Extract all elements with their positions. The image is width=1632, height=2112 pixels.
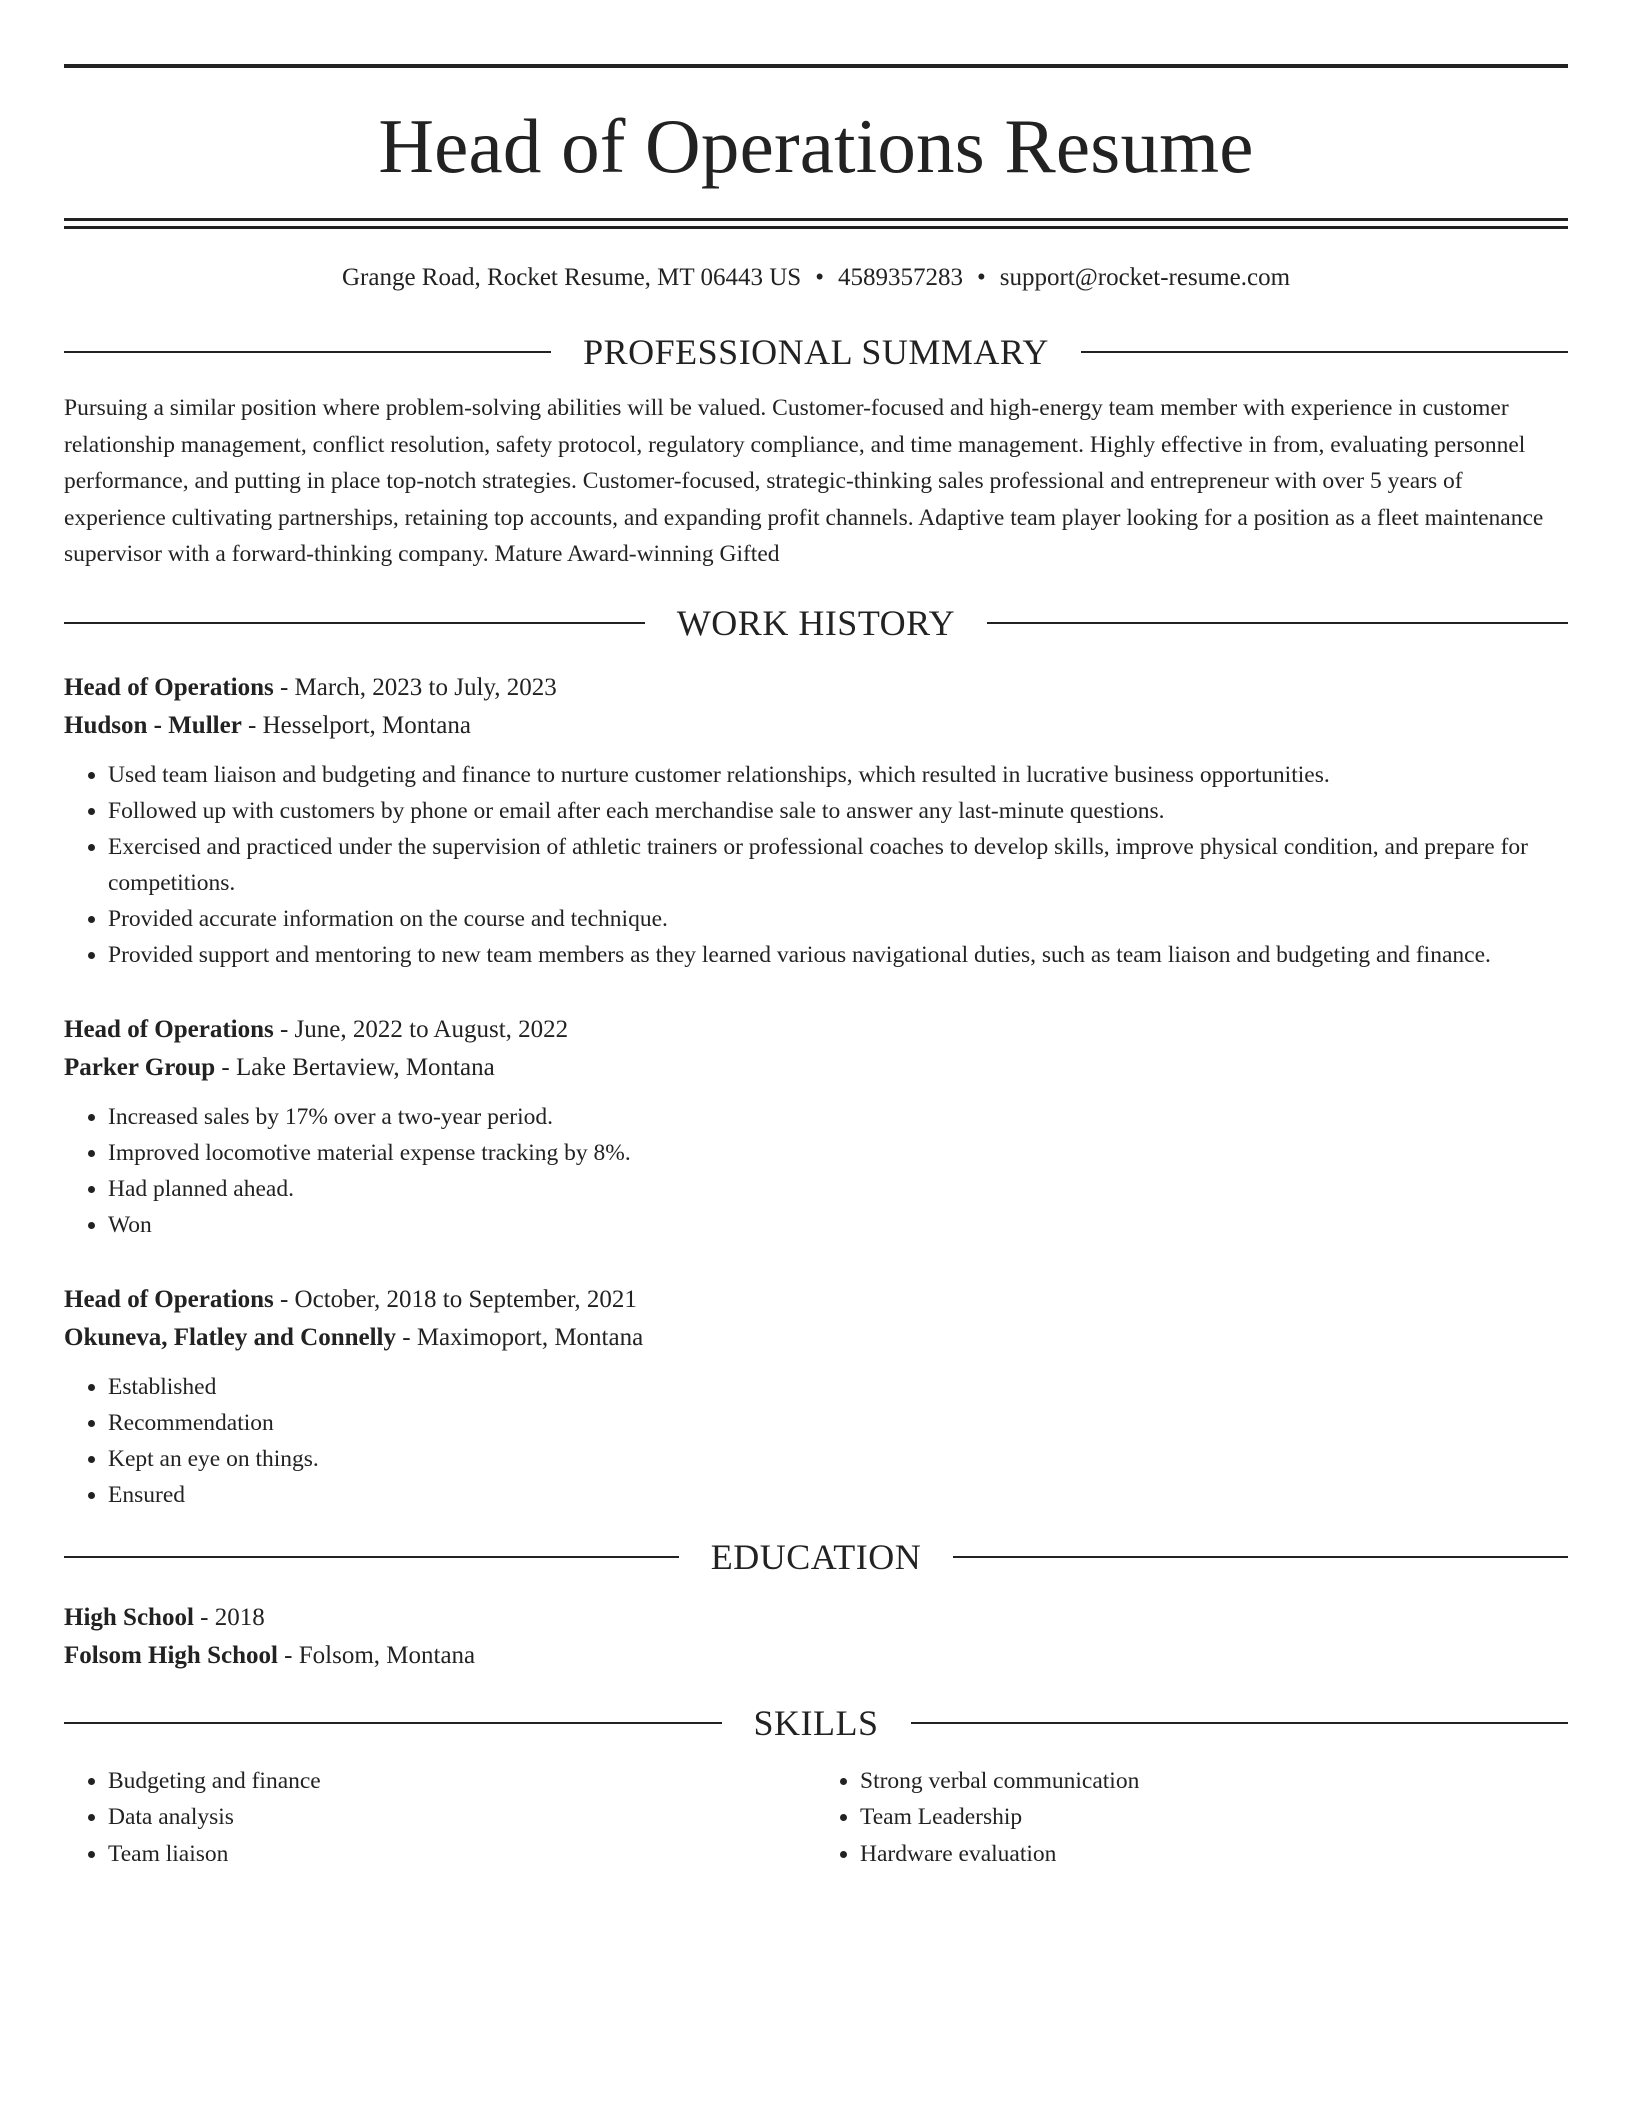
- heading-rule-left: [64, 622, 645, 624]
- job-title: Head of Operations: [64, 1015, 274, 1043]
- job-dates: - March, 2023 to July, 2023: [273, 673, 557, 701]
- education-degree: High School: [64, 1603, 194, 1631]
- heading-rule-right: [953, 1556, 1568, 1558]
- job-bullet: • Ensured: [108, 1477, 1568, 1513]
- skill-item: • Team Leadership: [860, 1799, 1568, 1836]
- job-company: Parker Group: [64, 1053, 216, 1081]
- section-heading-label: EDUCATION: [710, 1536, 922, 1577]
- title-double-rule: [64, 218, 1568, 229]
- skills-list-right: [816, 1763, 1568, 1873]
- job-entry: [64, 669, 1568, 973]
- job-entry: [64, 1281, 1568, 1513]
- job-title-line: [64, 1011, 1568, 1049]
- heading-rule-right: [987, 622, 1568, 624]
- job-dates: - October, 2018 to September, 2021: [273, 1285, 637, 1313]
- skills-columns: [64, 1763, 1568, 1873]
- education-location: - Folsom, Montana: [277, 1641, 476, 1669]
- contact-separator: •: [976, 264, 986, 291]
- job-bullet: • Recommendation: [108, 1405, 1568, 1441]
- skill-item: • Data analysis: [108, 1799, 816, 1836]
- job-bullet-list: [64, 1369, 1568, 1513]
- education-year: - 2018: [193, 1603, 265, 1631]
- heading-rule-left: [64, 1556, 679, 1558]
- section-heading-label: SKILLS: [753, 1702, 879, 1743]
- education-school: Folsom High School: [64, 1641, 278, 1669]
- job-company-line: [64, 707, 1568, 745]
- job-dates: - June, 2022 to August, 2022: [273, 1015, 569, 1043]
- contact-email: support@rocket-resume.com: [999, 264, 1291, 291]
- contact-address: Grange Road, Rocket Resume, MT 06443 US: [341, 264, 802, 291]
- contact-line: [64, 262, 1568, 294]
- job-bullet: • Exercised and practiced under the supervision of athletic trainers or professional coaches to develop skills, improve physical condition, and prepare for competitions.: [108, 829, 1568, 901]
- page-title: Head of Operations Resume: [378, 103, 1254, 189]
- contact-phone: 4589357283: [837, 264, 963, 291]
- section-heading-label: WORK HISTORY: [676, 602, 956, 643]
- job-location: - Hesselport, Montana: [241, 711, 471, 739]
- job-bullet: • Provided accurate information on the course and technique.: [108, 901, 1568, 937]
- skills-list-left: [64, 1763, 816, 1873]
- heading-rule-right: [911, 1722, 1569, 1724]
- contact-separator: •: [815, 264, 824, 291]
- skill-item: • Hardware evaluation: [860, 1836, 1568, 1873]
- job-entry: [64, 1011, 1568, 1243]
- job-company-line: [64, 1319, 1568, 1357]
- section-heading-work-history: [64, 603, 1568, 643]
- section-heading-label: PROFESSIONAL SUMMARY: [583, 332, 1049, 372]
- skill-item: • Team liaison: [108, 1836, 816, 1873]
- section-heading-skills: [64, 1703, 1568, 1743]
- summary-text: Pursuing a similar position where problem-solving abilities will be valued. Customer-focused and high-energy team member with experience in customer relationship management, conflict resolution, safety protocol, regulatory compliance, and time management. Highly effective in from, evaluating personnel performance, and putting in place top-notch strategies. Customer-focused, strategic-thinking sales professional and entrepreneur with over 5 years of experience cultivating partnerships, retaining top accounts, and expanding profit channels. Adaptive team player looking for a position as a fleet maintenance supervisor with a forward-thinking company. Mature Award-winning Gifted: [64, 395, 1544, 567]
- job-location: - Maximoport, Montana: [396, 1323, 644, 1351]
- skill-item: • Strong verbal communication: [860, 1763, 1568, 1800]
- education-school-line: [64, 1637, 1568, 1675]
- job-bullet: • Followed up with customers by phone or email after each merchandise sale to answer any last-minute questions.: [108, 793, 1568, 829]
- heading-rule-left: [64, 1722, 722, 1724]
- job-location: - Lake Bertaview, Montana: [215, 1053, 495, 1081]
- job-bullet: • Won: [108, 1207, 1568, 1243]
- education-degree-line: [64, 1599, 1568, 1637]
- job-company: Hudson - Muller: [64, 711, 242, 739]
- job-title: Head of Operations: [64, 1285, 274, 1313]
- job-bullet: • Established: [108, 1369, 1568, 1405]
- section-heading-summary: [64, 332, 1568, 372]
- job-company-line: [64, 1049, 1568, 1087]
- job-bullet: • Improved locomotive material expense tracking by 8%.: [108, 1135, 1568, 1171]
- job-bullet: • Provided support and mentoring to new team members as they learned various navigational duties, such as team liaison and budgeting and finance.: [108, 937, 1568, 973]
- job-bullet: • Had planned ahead.: [108, 1171, 1568, 1207]
- education-entry: [64, 1599, 1568, 1675]
- job-bullet-list: [64, 1099, 1568, 1243]
- skill-item: • Budgeting and finance: [108, 1763, 816, 1800]
- heading-rule-left: [64, 351, 551, 353]
- job-title-line: [64, 1281, 1568, 1319]
- job-bullet: • Increased sales by 17% over a two-year period.: [108, 1099, 1568, 1135]
- job-bullet: • Used team liaison and budgeting and finance to nurture customer relationships, which resulted in lucrative business opportunities.: [108, 757, 1568, 793]
- job-company: Okuneva, Flatley and Connelly: [64, 1323, 396, 1351]
- job-bullet-list: [64, 757, 1568, 973]
- job-title-line: [64, 669, 1568, 707]
- job-bullet: • Kept an eye on things.: [108, 1441, 1568, 1477]
- heading-rule-right: [1081, 351, 1568, 353]
- top-rule: [64, 64, 1568, 68]
- section-heading-education: [64, 1537, 1568, 1577]
- job-title: Head of Operations: [64, 673, 274, 701]
